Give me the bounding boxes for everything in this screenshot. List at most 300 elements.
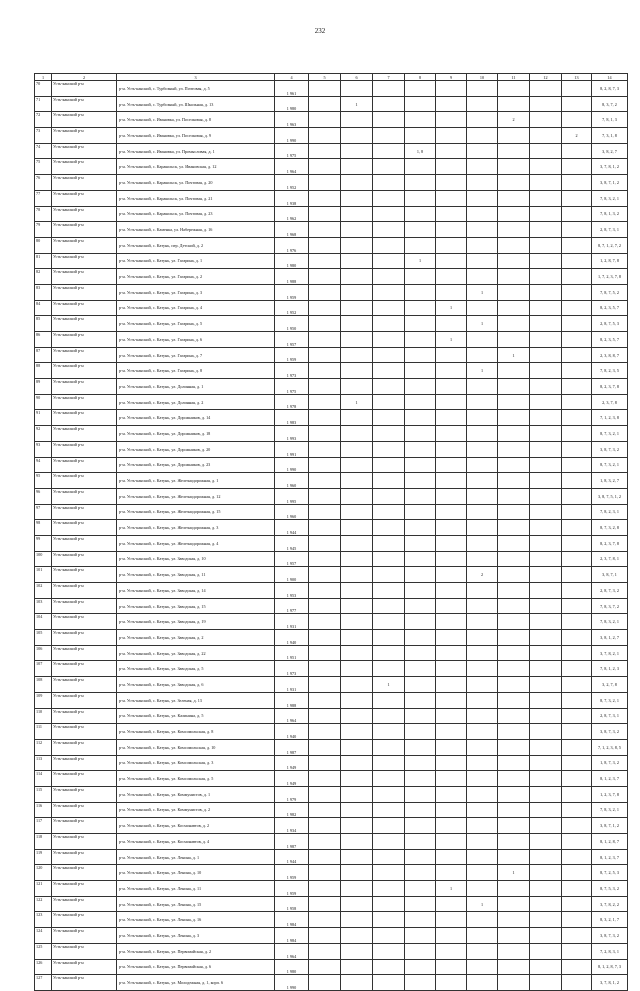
mark-cell-col-13 — [562, 943, 592, 959]
mark-cell-col-10 — [467, 692, 498, 708]
row-number: 100 — [35, 551, 52, 567]
year-cell: 1 982 — [275, 802, 309, 818]
year-cell: 1 931 — [275, 614, 309, 630]
mark-cell-col-11 — [498, 504, 530, 520]
mark-cell-col-5 — [309, 630, 341, 646]
table-row — [35, 583, 628, 599]
mark-cell-col-13 — [562, 677, 592, 693]
mark-cell-col-8 — [405, 535, 436, 551]
address-cell: р-н. Усть-канский, с. Катунь, ул. Гагарина, д. 8 — [117, 363, 275, 379]
mark-cell-col-13 — [562, 410, 592, 426]
mark-cell-col-8 — [405, 332, 436, 348]
mark-cell-col-11 — [498, 818, 530, 834]
mark-cell-col-6 — [341, 692, 373, 708]
mark-cell-col-7 — [373, 551, 405, 567]
codes-cell: 8, 2, 3, 7, 8 — [592, 379, 628, 395]
district-cell: Усть-канский р-н — [52, 834, 117, 850]
district-cell: Усть-канский р-н — [52, 269, 117, 285]
mark-cell-col-6 — [341, 896, 373, 912]
mark-cell-col-13 — [562, 190, 592, 206]
year-cell: 1 952 — [275, 300, 309, 316]
mark-cell-col-7 — [373, 473, 405, 489]
mark-cell-col-7 — [373, 253, 405, 269]
mark-cell-col-12 — [530, 535, 562, 551]
row-number: 117 — [35, 818, 52, 834]
mark-cell-col-11 — [498, 441, 530, 457]
mark-cell-col-5 — [309, 269, 341, 285]
mark-cell-col-6 — [341, 190, 373, 206]
mark-cell-col-8 — [405, 237, 436, 253]
mark-cell-col-6 — [341, 928, 373, 944]
mark-cell-col-10 — [467, 347, 498, 363]
table-row — [35, 865, 628, 881]
mark-cell-col-11 — [498, 881, 530, 897]
table-row — [35, 96, 628, 112]
mark-cell-col-12 — [530, 253, 562, 269]
codes-cell: 8, 3, 2, 1, 7 — [592, 912, 628, 928]
row-number: 90 — [35, 394, 52, 410]
codes-cell: 8, 7, 3, 2, 1 — [592, 457, 628, 473]
mark-cell-col-8 — [405, 865, 436, 881]
mark-cell-col-8 — [405, 206, 436, 222]
mark-cell-col-10 — [467, 128, 498, 144]
row-number: 110 — [35, 708, 52, 724]
mark-cell-col-10: 1 — [467, 363, 498, 379]
mark-cell-col-13 — [562, 786, 592, 802]
year-cell: 1 949 — [275, 755, 309, 771]
table-row — [35, 834, 628, 850]
address-cell: р-н. Усть-канский, с. Катунь, ул. Железнодорожная, д. 12 — [117, 488, 275, 504]
address-cell: р-н. Усть-канский, с. Катунь, ул. Долинная, д. 1 — [117, 379, 275, 395]
mark-cell-col-7 — [373, 159, 405, 175]
mark-cell-col-8 — [405, 363, 436, 379]
codes-cell: 7, 8, 3, 7, 2 — [592, 598, 628, 614]
mark-cell-col-13 — [562, 143, 592, 159]
row-number: 119 — [35, 849, 52, 865]
mark-cell-col-12 — [530, 441, 562, 457]
address-cell: р-н. Усть-канский, с. Катунь, ул. Первомайская, д. 6 — [117, 959, 275, 975]
mark-cell-col-12 — [530, 912, 562, 928]
mark-cell-col-11 — [498, 708, 530, 724]
mark-cell-col-11 — [498, 159, 530, 175]
codes-cell: 2, 8, 7, 3, 2 — [592, 583, 628, 599]
codes-cell: 2, 3, 7, 8, 1 — [592, 551, 628, 567]
row-number: 127 — [35, 975, 52, 991]
mark-cell-col-5 — [309, 818, 341, 834]
address-cell: р-н. Усть-канский, с. Катунь, ул. Долинная, д. 2 — [117, 394, 275, 410]
column-header-6: 6 — [341, 74, 373, 81]
mark-cell-col-13 — [562, 928, 592, 944]
year-cell: 1 944 — [275, 849, 309, 865]
mark-cell-col-11: 1 — [498, 347, 530, 363]
mark-cell-col-5 — [309, 394, 341, 410]
district-cell: Усть-канский р-н — [52, 206, 117, 222]
mark-cell-col-5 — [309, 943, 341, 959]
mark-cell-col-10 — [467, 394, 498, 410]
mark-cell-col-12 — [530, 630, 562, 646]
year-cell: 1 959 — [275, 284, 309, 300]
mark-cell-col-13 — [562, 175, 592, 191]
mark-cell-col-9: 1 — [436, 332, 467, 348]
mark-cell-col-9 — [436, 802, 467, 818]
mark-cell-col-13 — [562, 112, 592, 128]
mark-cell-col-10 — [467, 661, 498, 677]
mark-cell-col-7 — [373, 818, 405, 834]
address-cell: р-н. Усть-канский, с. Катунь, ул. Гагарина, д. 4 — [117, 300, 275, 316]
address-cell: р-н. Усть-канский, с. Турбозный, ул. Почтовая, д. 5 — [117, 81, 275, 97]
mark-cell-col-9 — [436, 379, 467, 395]
mark-cell-col-5 — [309, 535, 341, 551]
address-cell: р-н. Усть-канский, с. Катунь, ул. Гагарина, д. 6 — [117, 332, 275, 348]
district-cell: Усть-канский р-н — [52, 802, 117, 818]
mark-cell-col-8 — [405, 81, 436, 97]
codes-cell: 8, 3, 7, 2 — [592, 96, 628, 112]
table-row — [35, 488, 628, 504]
mark-cell-col-5 — [309, 190, 341, 206]
mark-cell-col-12 — [530, 677, 562, 693]
mark-cell-col-9 — [436, 488, 467, 504]
address-cell: р-н. Усть-канский, с. Катунь, ул. Заводская, д. 10 — [117, 551, 275, 567]
table-row — [35, 975, 628, 991]
mark-cell-col-10 — [467, 614, 498, 630]
table-row — [35, 347, 628, 363]
mark-cell-col-10 — [467, 786, 498, 802]
address-cell: р-н. Усть-канский, с. Катунь, ул. Коммунистов, д. 1 — [117, 786, 275, 802]
mark-cell-col-6 — [341, 347, 373, 363]
address-cell: р-н. Усть-канский, с. Катунь, ул. Ленина, д. 11 — [117, 881, 275, 897]
address-cell: р-н. Усть-канский, с. Катунь, ул. Железнодорожная, д. 15 — [117, 504, 275, 520]
mark-cell-col-5 — [309, 912, 341, 928]
mark-cell-col-7 — [373, 175, 405, 191]
year-cell: 1 984 — [275, 928, 309, 944]
district-cell: Усть-канский р-н — [52, 598, 117, 614]
year-cell: 1 952 — [275, 175, 309, 191]
mark-cell-col-11 — [498, 379, 530, 395]
mark-cell-col-7 — [373, 943, 405, 959]
table-row — [35, 363, 628, 379]
year-cell: 1 975 — [275, 143, 309, 159]
table-row — [35, 645, 628, 661]
mark-cell-col-12 — [530, 457, 562, 473]
codes-cell: 1, 8, 7, 3, 2 — [592, 755, 628, 771]
mark-cell-col-6 — [341, 771, 373, 787]
mark-cell-col-9 — [436, 81, 467, 97]
year-cell: 1 978 — [275, 394, 309, 410]
column-header-9: 9 — [436, 74, 467, 81]
row-number: 126 — [35, 959, 52, 975]
mark-cell-col-11 — [498, 300, 530, 316]
mark-cell-col-13 — [562, 316, 592, 332]
mark-cell-col-5 — [309, 96, 341, 112]
mark-cell-col-6 — [341, 535, 373, 551]
mark-cell-col-6 — [341, 661, 373, 677]
mark-cell-col-11 — [498, 975, 530, 991]
mark-cell-col-9 — [436, 834, 467, 850]
row-number: 107 — [35, 661, 52, 677]
codes-cell: 7, 2, 8, 3, 1 — [592, 943, 628, 959]
district-cell: Усть-канский р-н — [52, 112, 117, 128]
mark-cell-col-9: 1 — [436, 881, 467, 897]
mark-cell-col-13 — [562, 896, 592, 912]
mark-cell-col-13 — [562, 269, 592, 285]
mark-cell-col-5 — [309, 175, 341, 191]
address-cell: р-н. Усть-канский, с. Каракольск, ул. Почтовая, д. 21 — [117, 190, 275, 206]
address-cell: р-н. Усть-канский, с. Катунь, ул. Дорожников, д. 14 — [117, 410, 275, 426]
address-cell: р-н. Усть-канский, с. Катунь, ул. Гагарина, д. 5 — [117, 316, 275, 332]
mark-cell-col-12 — [530, 143, 562, 159]
mark-cell-col-13 — [562, 426, 592, 442]
mark-cell-col-6 — [341, 159, 373, 175]
year-cell: 1 945 — [275, 535, 309, 551]
mark-cell-col-9 — [436, 504, 467, 520]
address-cell: р-н. Усть-канский, с. Катунь, ул. Коммунистов, д. 2 — [117, 802, 275, 818]
mark-cell-col-8 — [405, 441, 436, 457]
table-row — [35, 316, 628, 332]
mark-cell-col-12 — [530, 175, 562, 191]
mark-cell-col-6 — [341, 677, 373, 693]
mark-cell-col-11 — [498, 96, 530, 112]
mark-cell-col-9 — [436, 692, 467, 708]
mark-cell-col-10 — [467, 159, 498, 175]
year-cell: 1 987 — [275, 834, 309, 850]
column-header-10: 10 — [467, 74, 498, 81]
mark-cell-col-5 — [309, 881, 341, 897]
codes-cell: 3, 8, 7, 1 — [592, 567, 628, 583]
mark-cell-col-9 — [436, 959, 467, 975]
mark-cell-col-12 — [530, 598, 562, 614]
address-cell: р-н. Усть-канский, с. Катунь, ул. Калинина, д. 5 — [117, 708, 275, 724]
year-cell: 1 973 — [275, 363, 309, 379]
mark-cell-col-7 — [373, 802, 405, 818]
codes-cell: 7, 8, 1, 2, 3 — [592, 661, 628, 677]
mark-cell-col-5 — [309, 614, 341, 630]
column-header-4: 4 — [275, 74, 309, 81]
mark-cell-col-6 — [341, 410, 373, 426]
table-row — [35, 441, 628, 457]
mark-cell-col-6: 1 — [341, 96, 373, 112]
mark-cell-col-12 — [530, 849, 562, 865]
mark-cell-col-11 — [498, 457, 530, 473]
table-row — [35, 692, 628, 708]
codes-cell: 3, 7, 8, 1, 2 — [592, 975, 628, 991]
mark-cell-col-10 — [467, 677, 498, 693]
mark-cell-col-8 — [405, 347, 436, 363]
row-number: 108 — [35, 677, 52, 693]
codes-cell: 2, 3, 8, 8, 7 — [592, 347, 628, 363]
district-cell: Усть-канский р-н — [52, 394, 117, 410]
codes-cell: 7, 8, 3, 2, 1 — [592, 190, 628, 206]
mark-cell-col-11 — [498, 394, 530, 410]
mark-cell-col-5 — [309, 473, 341, 489]
mark-cell-col-9 — [436, 661, 467, 677]
district-cell: Усть-канский р-н — [52, 896, 117, 912]
mark-cell-col-5 — [309, 426, 341, 442]
mark-cell-col-11 — [498, 222, 530, 238]
mark-cell-col-10 — [467, 504, 498, 520]
address-cell: р-н. Усть-канский, с. Катунь, ул. Заводская, д. 15 — [117, 598, 275, 614]
mark-cell-col-10 — [467, 410, 498, 426]
codes-cell: 7, 8, 1, 3, 2 — [592, 206, 628, 222]
mark-cell-col-13 — [562, 834, 592, 850]
year-cell: 1 975 — [275, 379, 309, 395]
mark-cell-col-7 — [373, 410, 405, 426]
mark-cell-col-7 — [373, 881, 405, 897]
district-cell: Усть-канский р-н — [52, 645, 117, 661]
mark-cell-col-6 — [341, 834, 373, 850]
table-row — [35, 81, 628, 97]
mark-cell-col-10 — [467, 630, 498, 646]
mark-cell-col-12 — [530, 488, 562, 504]
row-number: 87 — [35, 347, 52, 363]
mark-cell-col-6 — [341, 143, 373, 159]
address-cell: р-н. Усть-канский, с. Катунь, пер. Детский, д. 2 — [117, 237, 275, 253]
mark-cell-col-10 — [467, 81, 498, 97]
mark-cell-col-10 — [467, 865, 498, 881]
address-cell: р-н. Усть-канский, с. Катунь, ул. Железнодорожная, д. 3 — [117, 520, 275, 536]
table-row — [35, 818, 628, 834]
codes-cell: 3, 8, 7, 3, 2 — [592, 928, 628, 944]
mark-cell-col-13 — [562, 159, 592, 175]
table-row — [35, 159, 628, 175]
mark-cell-col-11 — [498, 567, 530, 583]
mark-cell-col-7 — [373, 755, 405, 771]
codes-cell: 3, 7, 8, 1, 2 — [592, 159, 628, 175]
mark-cell-col-9 — [436, 441, 467, 457]
mark-cell-col-6 — [341, 316, 373, 332]
year-cell: 1 977 — [275, 598, 309, 614]
mark-cell-col-9: 1 — [436, 300, 467, 316]
year-cell: 1 990 — [275, 457, 309, 473]
mark-cell-col-12 — [530, 222, 562, 238]
mark-cell-col-6 — [341, 645, 373, 661]
mark-cell-col-7 — [373, 237, 405, 253]
mark-cell-col-9 — [436, 614, 467, 630]
mark-cell-col-10 — [467, 645, 498, 661]
mark-cell-col-7 — [373, 316, 405, 332]
mark-cell-col-7 — [373, 598, 405, 614]
address-cell: р-н. Усть-канский, с. Ивановка, ул. Поселковая, д. 8 — [117, 112, 275, 128]
mark-cell-col-6 — [341, 755, 373, 771]
address-cell: р-н. Усть-канский, с. Турбозный, ул. Школьная, д. 13 — [117, 96, 275, 112]
row-number: 72 — [35, 112, 52, 128]
mark-cell-col-10 — [467, 143, 498, 159]
mark-cell-col-10 — [467, 206, 498, 222]
mark-cell-col-6 — [341, 128, 373, 144]
mark-cell-col-7 — [373, 457, 405, 473]
mark-cell-col-10 — [467, 834, 498, 850]
mark-cell-col-5 — [309, 81, 341, 97]
mark-cell-col-8 — [405, 159, 436, 175]
mark-cell-col-13 — [562, 535, 592, 551]
mark-cell-col-9 — [436, 786, 467, 802]
mark-cell-col-5 — [309, 708, 341, 724]
mark-cell-col-9 — [436, 943, 467, 959]
mark-cell-col-12 — [530, 316, 562, 332]
mark-cell-col-5 — [309, 410, 341, 426]
district-cell: Усть-канский р-н — [52, 614, 117, 630]
mark-cell-col-5 — [309, 316, 341, 332]
year-cell: 1 963 — [275, 112, 309, 128]
row-number: 120 — [35, 865, 52, 881]
mark-cell-col-12 — [530, 190, 562, 206]
mark-cell-col-8 — [405, 112, 436, 128]
row-number: 99 — [35, 535, 52, 551]
mark-cell-col-13 — [562, 520, 592, 536]
year-cell: 1 949 — [275, 771, 309, 787]
mark-cell-col-6 — [341, 441, 373, 457]
address-cell: р-н. Усть-канский, с. Катунь, ул. Зеленая, д. 13 — [117, 692, 275, 708]
mark-cell-col-11 — [498, 614, 530, 630]
row-number: 73 — [35, 128, 52, 144]
mark-cell-col-10 — [467, 771, 498, 787]
row-number: 103 — [35, 598, 52, 614]
table-row — [35, 786, 628, 802]
mark-cell-col-9 — [436, 598, 467, 614]
mark-cell-col-12 — [530, 206, 562, 222]
mark-cell-col-6 — [341, 912, 373, 928]
mark-cell-col-7 — [373, 332, 405, 348]
codes-cell: 7, 1, 2, 3, 8, 5 — [592, 739, 628, 755]
mark-cell-col-10 — [467, 598, 498, 614]
address-cell: р-н. Усть-канский, с. Катунь, ул. Космонавтов, д. 4 — [117, 834, 275, 850]
mark-cell-col-8: 1, 8 — [405, 143, 436, 159]
codes-cell: 2, 8, 7, 5, 3 — [592, 316, 628, 332]
address-cell: р-н. Усть-канский, с. Катунь, ул. Заводская, д. 5 — [117, 661, 275, 677]
mark-cell-col-12 — [530, 81, 562, 97]
year-cell: 1 957 — [275, 332, 309, 348]
mark-cell-col-8 — [405, 881, 436, 897]
mark-cell-col-5 — [309, 253, 341, 269]
district-cell: Усть-канский р-н — [52, 865, 117, 881]
mark-cell-col-5 — [309, 128, 341, 144]
codes-cell: 8, 2, 3, 7, 8 — [592, 535, 628, 551]
mark-cell-col-6 — [341, 112, 373, 128]
mark-cell-col-11 — [498, 630, 530, 646]
mark-cell-col-12 — [530, 332, 562, 348]
mark-cell-col-13 — [562, 583, 592, 599]
mark-cell-col-5 — [309, 928, 341, 944]
mark-cell-col-5 — [309, 849, 341, 865]
mark-cell-col-10: 1 — [467, 896, 498, 912]
address-cell: р-н. Усть-канский, с. Ивановка, ул. Промысловая, д. 1 — [117, 143, 275, 159]
codes-cell: 3, 8, 7, 3, 2 — [592, 724, 628, 740]
district-cell: Усть-канский р-н — [52, 755, 117, 771]
mark-cell-col-5 — [309, 441, 341, 457]
mark-cell-col-10 — [467, 724, 498, 740]
mark-cell-col-12 — [530, 551, 562, 567]
mark-cell-col-6 — [341, 802, 373, 818]
mark-cell-col-7 — [373, 849, 405, 865]
mark-cell-col-9 — [436, 284, 467, 300]
mark-cell-col-10 — [467, 175, 498, 191]
district-cell: Усть-канский р-н — [52, 300, 117, 316]
mark-cell-col-13 — [562, 708, 592, 724]
year-cell: 1 957 — [275, 551, 309, 567]
mark-cell-col-7 — [373, 504, 405, 520]
year-cell: 1 900 — [275, 567, 309, 583]
mark-cell-col-7 — [373, 614, 405, 630]
mark-cell-col-11 — [498, 253, 530, 269]
year-cell: 1 931 — [275, 677, 309, 693]
mark-cell-col-9 — [436, 394, 467, 410]
row-number: 77 — [35, 190, 52, 206]
table-row — [35, 379, 628, 395]
mark-cell-col-12 — [530, 410, 562, 426]
column-header-13: 13 — [562, 74, 592, 81]
table-row — [35, 535, 628, 551]
district-cell: Усть-канский р-н — [52, 771, 117, 787]
mark-cell-col-5 — [309, 237, 341, 253]
